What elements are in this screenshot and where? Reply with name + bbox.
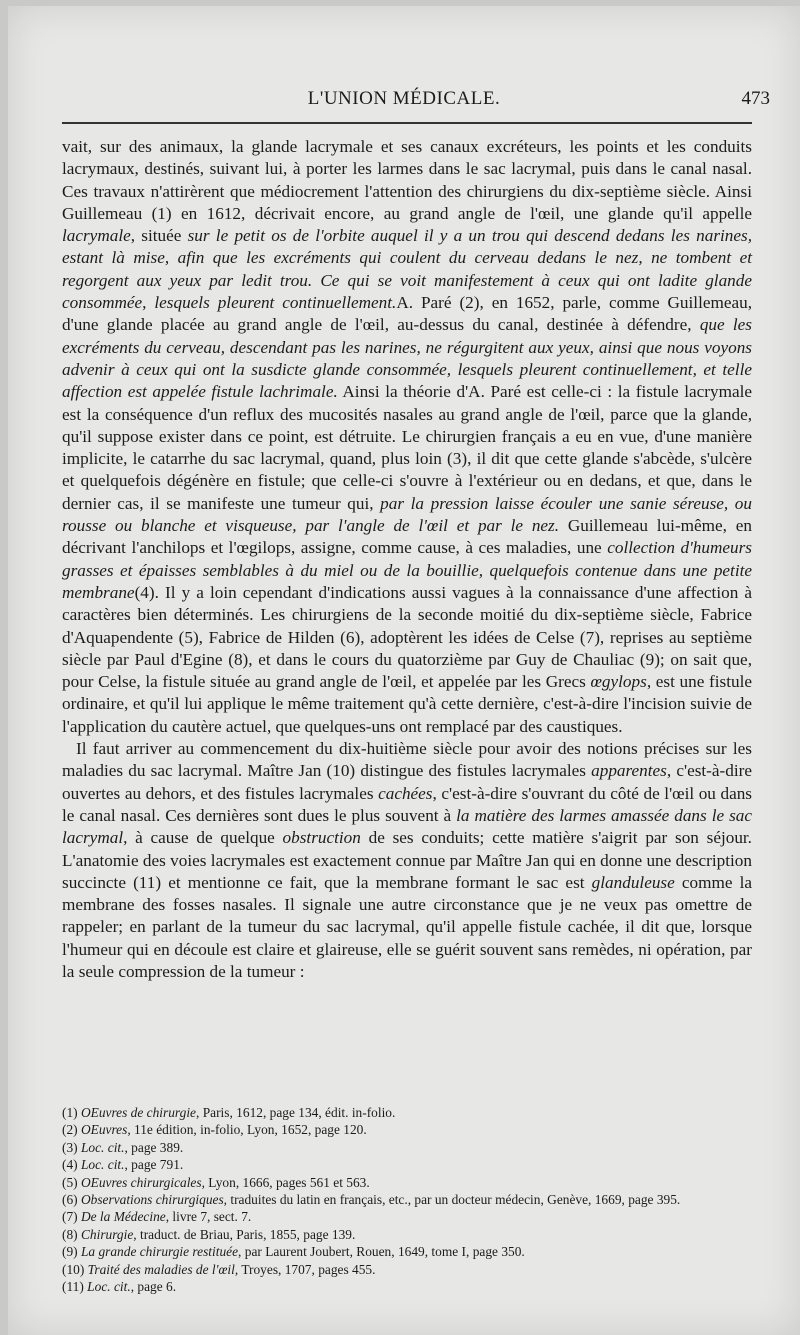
running-title: L'UNION MÉDICALE. (307, 88, 501, 109)
text-run: , livre 7, sect. 7. (165, 1209, 252, 1225)
text-run: (4) (62, 1157, 81, 1173)
header-rule (62, 122, 752, 124)
footnote-6 (62, 1191, 752, 1208)
italic-text-run: que les excréments du cerveau, descendant pas les narines, ne régurgitent aux yeux, ainsi que nous voyons advenir à ceux qui ont la susdicte glande consommée, lesquels pleurent continuellement, et telle affection est appelée fistule lachrimale. (62, 315, 752, 402)
article-body (62, 136, 752, 983)
text-run: , Troyes, 1707, pages 455. (234, 1261, 376, 1277)
text-run: de ses conduits; cette matière s'aigrit par son séjour. L'anatomie des voies lacrymales est exactement connue par Maître Jan qui en donne une description succincte (11) et mentionne ce fait, que la membrane formant le sac est (62, 828, 752, 892)
footnote-9 (62, 1243, 752, 1260)
text-run: (11) (62, 1279, 88, 1295)
page-number: 473 (741, 88, 770, 109)
footnote-4 (62, 1156, 752, 1173)
text-run: (10) (62, 1261, 88, 1277)
italic-text-run: lacrymale (62, 226, 131, 246)
text-run: (3) (62, 1139, 81, 1155)
text-run: (7) (62, 1209, 81, 1225)
italic-text-run: collection d'humeurs grasses et épaisses semblables à du miel ou de la bouillie, quelquefois contenue dans une petite membrane (62, 538, 752, 602)
footnote-10 (62, 1261, 752, 1278)
italic-text-run: OEuvres (80, 1122, 128, 1138)
italic-text-run: glanduleuse (591, 872, 675, 892)
page-header (8, 88, 800, 118)
text-run: Ainsi la théorie d'A. Paré est celle-ci : la fistule lacrymale est la conséquence d'un reflux des mucosités nasales au grand angle de l'œil, parce que la glande, qu'il suppose exister dans ce point, est détruite. Le chirurgien français a eu en vue, d'une manière implicite, le catarrhe du sac lacrymal, quand, plus loin (3), il dit que cette glande s'abcède, s'ulcère et quelquefois dégénère en fistule; que celle-ci s'ouvre à l'extérieur ou en dedans, et que, dans le dernier cas, il se manifeste une tumeur qui, (62, 382, 753, 513)
italic-text-run: la matière des larmes amassée dans le sac lacrymal (62, 805, 752, 848)
italic-text-run: apparentes (591, 761, 667, 781)
italic-text-run: OEuvres chirurgicales (80, 1174, 202, 1190)
footnote-11 (62, 1278, 752, 1295)
italic-text-run: obstruction (282, 828, 361, 848)
footnote-8 (62, 1226, 752, 1243)
italic-text-run: par la pression laisse écouler une sanie séreuse, ou rousse ou blanche et visqueuse, par l'angle de l'œil et par le nez. (62, 493, 752, 536)
italic-text-run: œgylops (590, 672, 647, 692)
text-run: (6) (62, 1192, 81, 1208)
text-run: (5) (62, 1174, 81, 1190)
italic-text-run: Chirurgie (80, 1226, 134, 1242)
text-run: , est une fistule ordinaire, et qu'il lui applique le même traitement qu'à cette dernière, c'est-à-dire l'incision suivie de l'application du cautère actuel, que quelques-uns ont remplacé par des caustiques. (62, 672, 752, 736)
journal-page (8, 6, 800, 1335)
text-run: comme la membrane des fosses nasales. Il signale une autre circonstance que je ne veux pas omettre de rappeler; en parlant de la tumeur du sac lacrymal, qu'il appelle fistule cachée, il dit que, lorsque l'humeur qui en découle est claire et glaireuse, elle se guérit souvent sans remèdes, ni opération, par la seule compression de la tumeur : (62, 872, 752, 981)
text-run: (9) (62, 1244, 81, 1260)
italic-text-run: OEuvres de chirurgie (80, 1105, 196, 1120)
italic-text-run: Observations chirurgiques (80, 1192, 224, 1208)
paragraph-2 (62, 738, 752, 983)
text-run: , à cause de quelque (123, 828, 283, 848)
text-run: , traduct. de Briau, Paris, 1855, page 139. (133, 1226, 356, 1242)
text-run: , située (130, 226, 188, 246)
text-run: , page 6. (130, 1279, 177, 1295)
text-run: (8) (62, 1226, 81, 1242)
italic-text-run: De la Médecine (80, 1209, 166, 1225)
footnotes (62, 1104, 752, 1295)
text-run: (1) (62, 1105, 81, 1120)
italic-text-run: cachées (378, 783, 433, 803)
text-run: , Lyon, 1666, pages 561 et 563. (201, 1174, 370, 1190)
footnote-2 (62, 1121, 752, 1138)
italic-text-run: Traité des maladies de l'œil (87, 1261, 235, 1277)
italic-text-run: sur le petit os de l'orbite auquel il y a un trou qui descend dedans les narines, estant là mise, afin que les excréments qui coulent du cerveau dedans le nez, ne tombent et regorgent aux yeux par ledit trou. Ce qui se voit manifestement à ceux qui ont ladite glande consommée, lesquels pleurent continuellement. (62, 226, 752, 313)
footnote-3 (62, 1139, 752, 1156)
text-run: A. Paré (2), en 1652, parle, comme Guillemeau, d'une glande placée au grand angle de l'œil, au-dessus du canal, destinée à défendre, (62, 293, 753, 335)
text-run: , page 389. (124, 1139, 184, 1155)
text-run: , par Laurent Joubert, Rouen, 1649, tome I, page 350. (238, 1244, 525, 1260)
paragraph-1 (62, 136, 752, 738)
text-run: , c'est-à-dire s'ouvrant du côté de l'œil ou dans le canal nasal. Ces dernières sont dues le plus souvent à (62, 783, 752, 825)
text-run: (4). Il y a loin cependant d'indications aussi vagues à la connaissance d'une affection à caractères bien déterminés. Les chirurgiens de la seconde moitié du dix-septième siècle, Fabrice d'Aquapendente (5), Fabrice de Hilden (6), adoptèrent les idées de Celse (7), reprises au septième siècle par Paul d'Egine (8), et dans le cours du quatorzième par Guy de Chauliac (9); on sait que, pour Celse, la fistule située au grand angle de l'œil, et appelée par les Grecs (62, 582, 752, 692)
italic-text-run: La grande chirurgie restituée (80, 1244, 239, 1260)
text-run: , 11e édition, in-folio, Lyon, 1652, page 120. (127, 1122, 367, 1138)
italic-text-run: Loc. cit. (87, 1279, 131, 1295)
text-run: , traduites du latin en français, etc., par un docteur médecin, Genève, 1669, page 395. (223, 1192, 681, 1208)
text-run: , page 791. (124, 1157, 184, 1173)
text-run: , c'est-à-dire ouvertes au dehors, et des fistules lacrymales (62, 761, 752, 803)
footnote-5 (62, 1174, 752, 1191)
text-run: (2) (62, 1122, 81, 1138)
footnote-7 (62, 1208, 752, 1225)
text-run: , Paris, 1612, page 134, édit. in-folio. (196, 1105, 396, 1120)
text-run: Il faut arriver au commencement du dix-huitième siècle pour avoir des notions précises sur les maladies du sac lacrymal. Maître Jan (10) distingue des fistules lacrymales (62, 739, 752, 781)
text-run: Guillemeau lui-même, en décrivant l'anchilops et l'œgilops, assigne, comme cause, à ces maladies, une (62, 516, 752, 558)
italic-text-run: Loc. cit. (80, 1139, 125, 1155)
footnote-1 (62, 1104, 752, 1121)
italic-text-run: Loc. cit. (80, 1157, 125, 1173)
text-run: vait, sur des animaux, la glande lacrymale et ses canaux excréteurs, les points et les conduits lacrymaux, destinés, suivant lui, à porter les larmes dans le sac lacrymal, puis dans le canal nasal. Ces travaux n'attirèrent que médiocrement l'attention des chirurgiens du dix-septième siècle. Ainsi Guillemeau (1) en 1612, décrivait encore, au grand angle de l'œil, une glande qu'il appelle (62, 137, 752, 223)
